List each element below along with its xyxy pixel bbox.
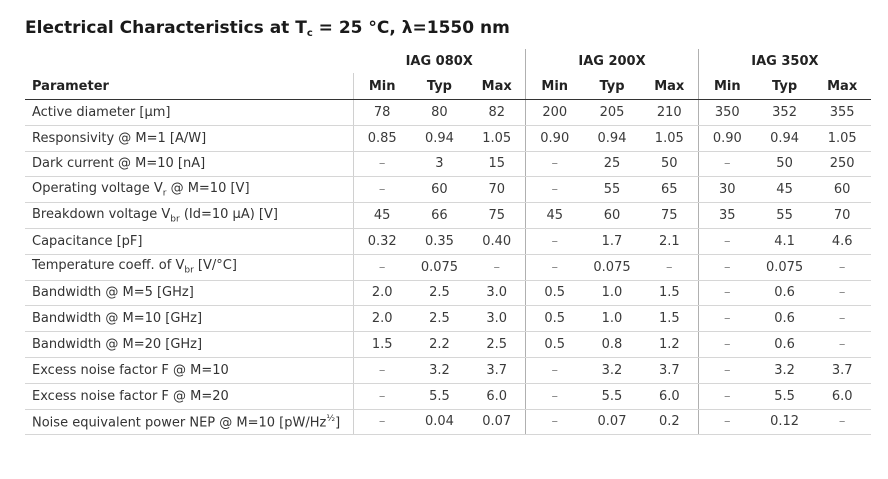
value-cell-typ: 0.8	[583, 332, 641, 358]
value-cell-typ: 0.94	[756, 125, 814, 151]
value-cell-min: 1.5	[353, 332, 411, 358]
value-cell-typ: 0.075	[756, 254, 814, 280]
value-cell-max: 6.0	[813, 383, 871, 409]
parameter-cell: Capacitance [pF]	[25, 228, 353, 254]
table-row	[25, 203, 871, 229]
value-cell-typ: 0.6	[756, 280, 814, 306]
value-cell-min: 35	[698, 203, 756, 229]
table-row	[25, 332, 871, 358]
value-cell-min: 2.0	[353, 306, 411, 332]
value-cell-typ: 80	[411, 100, 469, 126]
value-cell-max: 3.7	[468, 357, 526, 383]
value-cell-max: 1.2	[641, 332, 699, 358]
typ-header: Typ	[583, 73, 641, 100]
max-header: Max	[813, 73, 871, 100]
value-cell-typ: 0.94	[583, 125, 641, 151]
value-cell-max: 75	[468, 203, 526, 229]
value-cell-typ: 25	[583, 151, 641, 177]
header-spacer	[25, 49, 353, 73]
value-cell-typ: 0.35	[411, 228, 469, 254]
value-cell-max: 75	[641, 203, 699, 229]
value-cell-min: –	[698, 383, 756, 409]
value-cell-max: –	[468, 254, 526, 280]
value-cell-max: –	[813, 306, 871, 332]
value-cell-max: 65	[641, 177, 699, 203]
table-row	[25, 383, 871, 409]
value-cell-min: –	[698, 409, 756, 435]
value-cell-min: –	[526, 409, 584, 435]
table-title: Electrical Characteristics at $T_c = 25$ °C, λ=1550 nm	[25, 18, 510, 39]
value-cell-min: –	[353, 409, 411, 435]
value-cell-min: 45	[526, 203, 584, 229]
value-cell-typ: 205	[583, 100, 641, 126]
value-cell-max: 70	[468, 177, 526, 203]
value-cell-min: –	[526, 151, 584, 177]
parameter-cell: Temperature coeff. of $V_{br}$ [V/°C]	[25, 254, 353, 280]
value-cell-typ: 0.07	[583, 409, 641, 435]
table-row	[25, 280, 871, 306]
group-header-row	[25, 49, 871, 73]
min-header: Min	[526, 73, 584, 100]
value-cell-typ: 2.5	[411, 280, 469, 306]
value-cell-max: 2.5	[468, 332, 526, 358]
table-row	[25, 100, 871, 126]
value-cell-typ: 0.04	[411, 409, 469, 435]
value-cell-max: 1.05	[813, 125, 871, 151]
value-cell-max: 70	[813, 203, 871, 229]
value-cell-min: 2.0	[353, 280, 411, 306]
value-cell-typ: 60	[583, 203, 641, 229]
value-cell-min: –	[353, 254, 411, 280]
value-cell-max: 3.7	[641, 357, 699, 383]
value-cell-max: 355	[813, 100, 871, 126]
value-cell-max: 250	[813, 151, 871, 177]
value-cell-min: 0.32	[353, 228, 411, 254]
value-cell-min: –	[526, 177, 584, 203]
value-cell-max: 0.40	[468, 228, 526, 254]
group-header-iag080x: IAG 080X	[405, 53, 473, 69]
value-cell-max: 6.0	[468, 383, 526, 409]
value-cell-typ: 0.075	[411, 254, 469, 280]
value-cell-max: 1.5	[641, 280, 699, 306]
value-cell-max: –	[641, 254, 699, 280]
parameter-cell: Bandwidth @ M=20 [GHz]	[25, 332, 353, 358]
value-cell-typ: 1.7	[583, 228, 641, 254]
parameter-cell: Responsivity @ M=1 [A/W]	[25, 125, 353, 151]
value-cell-max: 1.5	[641, 306, 699, 332]
value-cell-min: 30	[698, 177, 756, 203]
value-cell-max: 50	[641, 151, 699, 177]
value-cell-max: 3.0	[468, 306, 526, 332]
value-cell-min: 78	[353, 100, 411, 126]
value-cell-typ: 4.1	[756, 228, 814, 254]
value-cell-min: 200	[526, 100, 584, 126]
value-cell-typ: 352	[756, 100, 814, 126]
value-cell-typ: 0.6	[756, 332, 814, 358]
table-row	[25, 306, 871, 332]
parameter-cell: Active diameter [µm]	[25, 100, 353, 126]
value-cell-min: –	[353, 151, 411, 177]
value-cell-min: 0.90	[526, 125, 584, 151]
value-cell-min: –	[526, 228, 584, 254]
value-cell-max: 1.05	[641, 125, 699, 151]
typ-header: Typ	[756, 73, 814, 100]
value-cell-typ: 0.075	[583, 254, 641, 280]
table-row	[25, 125, 871, 151]
value-cell-min: 0.85	[353, 125, 411, 151]
value-cell-typ: 2.5	[411, 306, 469, 332]
value-cell-typ: 55	[583, 177, 641, 203]
value-cell-typ: 5.5	[583, 383, 641, 409]
parameter-cell: Dark current @ M=10 [nA]	[25, 151, 353, 177]
value-cell-typ: 45	[756, 177, 814, 203]
value-cell-typ: 55	[756, 203, 814, 229]
value-cell-max: 210	[641, 100, 699, 126]
value-cell-min: –	[353, 177, 411, 203]
table-row	[25, 177, 871, 203]
parameter-cell: Excess noise factor F @ M=10	[25, 357, 353, 383]
value-cell-typ: 3.2	[583, 357, 641, 383]
value-cell-min: –	[526, 383, 584, 409]
parameter-cell: Excess noise factor F @ M=20	[25, 383, 353, 409]
value-cell-min: –	[698, 332, 756, 358]
parameter-header: Parameter	[25, 73, 353, 100]
table-row	[25, 357, 871, 383]
value-cell-max: 1.05	[468, 125, 526, 151]
table-row	[25, 228, 871, 254]
column-header-row	[25, 73, 871, 100]
parameter-cell: Noise equivalent power NEP @ M=10 $[pW/Hz^{\frac{1}{2}}]$	[25, 409, 353, 435]
typ-header: Typ	[411, 73, 469, 100]
value-cell-min: –	[698, 357, 756, 383]
parameter-cell: Breakdown voltage $V_{br}$ (Id=10 µA) [V]	[25, 203, 353, 229]
value-cell-min: –	[698, 151, 756, 177]
value-cell-min: –	[698, 306, 756, 332]
value-cell-min: 0.90	[698, 125, 756, 151]
value-cell-min: –	[698, 280, 756, 306]
value-cell-max: –	[813, 409, 871, 435]
parameter-cell: Bandwidth @ M=5 [GHz]	[25, 280, 353, 306]
table-row	[25, 151, 871, 177]
value-cell-typ: 0.6	[756, 306, 814, 332]
parameter-cell: Bandwidth @ M=10 [GHz]	[25, 306, 353, 332]
value-cell-typ: 1.0	[583, 280, 641, 306]
value-cell-typ: 3.2	[411, 357, 469, 383]
value-cell-max: –	[813, 254, 871, 280]
value-cell-typ: 0.94	[411, 125, 469, 151]
group-header-iag350x: IAG 350X	[698, 49, 871, 73]
parameter-cell: Operating voltage $V_r$ @ M=10 [V]	[25, 177, 353, 203]
value-cell-max: 3.0	[468, 280, 526, 306]
value-cell-min: –	[526, 357, 584, 383]
value-cell-min: –	[698, 254, 756, 280]
value-cell-min: 0.5	[526, 332, 584, 358]
value-cell-min: –	[526, 254, 584, 280]
value-cell-min: 45	[353, 203, 411, 229]
value-cell-max: 0.07	[468, 409, 526, 435]
table-row	[25, 409, 871, 435]
value-cell-max: 15	[468, 151, 526, 177]
value-cell-max: –	[813, 332, 871, 358]
value-cell-max: 60	[813, 177, 871, 203]
value-cell-min: 0.5	[526, 280, 584, 306]
value-cell-max: 0.2	[641, 409, 699, 435]
value-cell-max: 6.0	[641, 383, 699, 409]
value-cell-typ: 3	[411, 151, 469, 177]
max-header: Max	[468, 73, 526, 100]
group-header-iag200x: IAG 200X	[526, 49, 699, 73]
value-cell-max: –	[813, 280, 871, 306]
value-cell-max: 3.7	[813, 357, 871, 383]
value-cell-min: –	[353, 383, 411, 409]
value-cell-typ: 50	[756, 151, 814, 177]
value-cell-min: –	[698, 228, 756, 254]
table-row	[25, 254, 871, 280]
min-header: Min	[698, 73, 756, 100]
value-cell-min: 0.5	[526, 306, 584, 332]
value-cell-min: 350	[698, 100, 756, 126]
value-cell-typ: 5.5	[411, 383, 469, 409]
value-cell-typ: 66	[411, 203, 469, 229]
value-cell-typ: 0.12	[756, 409, 814, 435]
value-cell-typ: 1.0	[583, 306, 641, 332]
table-body	[25, 100, 871, 435]
value-cell-max: 4.6	[813, 228, 871, 254]
min-header: Min	[353, 73, 411, 100]
value-cell-min: –	[353, 357, 411, 383]
value-cell-typ: 2.2	[411, 332, 469, 358]
electrical-characteristics-table	[25, 49, 871, 435]
max-header: Max	[641, 73, 699, 100]
value-cell-typ: 5.5	[756, 383, 814, 409]
value-cell-typ: 60	[411, 177, 469, 203]
value-cell-max: 82	[468, 100, 526, 126]
value-cell-typ: 3.2	[756, 357, 814, 383]
value-cell-max: 2.1	[641, 228, 699, 254]
